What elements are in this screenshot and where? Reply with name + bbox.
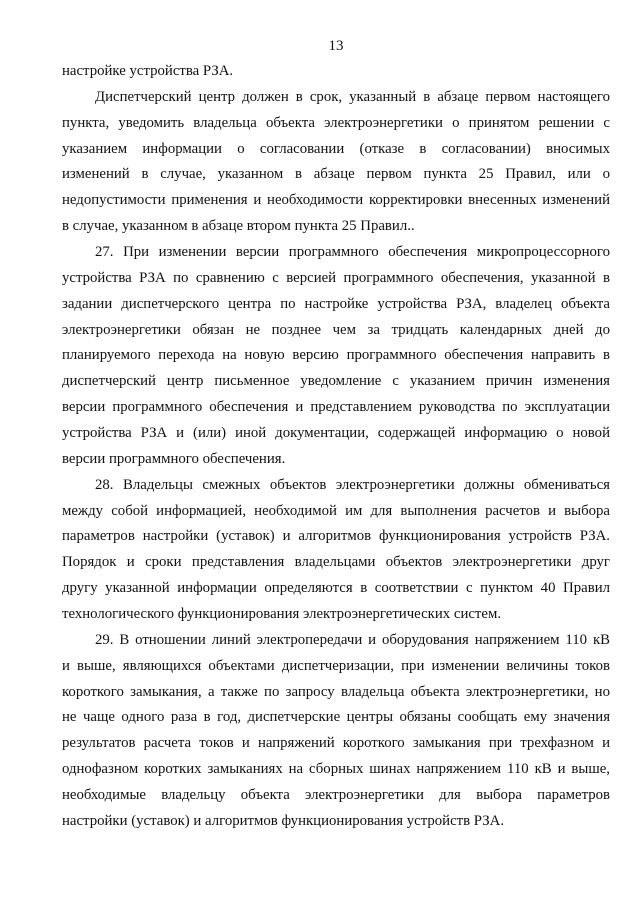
text-line: 29. В отношении линий электропередачи и оборудования напряжением 110 кВ bbox=[95, 631, 610, 648]
text-line: недопустимости применения и необходимости корректировки внесенных изменений bbox=[62, 192, 610, 209]
text-line: параметров настройки (уставок) и алгоритмов функционирования устройств РЗА. bbox=[62, 528, 610, 545]
text-line: не чаще одного раза в год, диспетчерские центры обязаны сообщать ему значения bbox=[62, 709, 610, 726]
text-line: 28. Владельцы смежных объектов электроэнергетики должны обмениваться bbox=[95, 476, 610, 493]
text-line: изменений в случае, указанном в абзаце первом пункта 25 Правил, или о bbox=[62, 166, 610, 183]
text-line: однофазном коротких замыканиях на сборных шинах напряжением 110 кВ и выше, bbox=[62, 761, 610, 778]
text-line: планируемого перехода на новую версию программного обеспечения направить в bbox=[62, 347, 610, 364]
paragraph-dispatch-center-notice bbox=[62, 85, 610, 240]
paragraph-29 bbox=[62, 628, 610, 835]
text-line: версии программного обеспечения и представлением руководства по эксплуатации bbox=[62, 399, 610, 416]
text-line: настройки (уставок) и алгоритмов функционирования устройств РЗА. bbox=[62, 812, 505, 829]
text-line: электроэнергетики обязан не позднее чем за тридцать календарных дней до bbox=[62, 321, 610, 338]
paragraph-27 bbox=[62, 240, 610, 473]
text-line: Диспетчерский центр должен в срок, указанный в абзаце первом настоящего bbox=[95, 88, 610, 105]
text-line: результатов расчета токов и напряжений короткого замыкания при трехфазном и bbox=[62, 735, 610, 752]
text-line: задании диспетчерского центра по настройке устройства РЗА, владелец объекта bbox=[62, 295, 610, 312]
text-line: короткого замыкания, а также по запросу владельца объекта электроэнергетики, но bbox=[62, 683, 610, 700]
text-line: Порядок и сроки представления владельцами объектов электроэнергетики друг bbox=[62, 554, 610, 571]
text-line: версии программного обеспечения. bbox=[62, 450, 286, 467]
text-line: 27. При изменении версии программного обеспечения микропроцессорного bbox=[95, 244, 610, 261]
text-line: устройства РЗА по сравнению с версией программного обеспечения, указанной в bbox=[62, 269, 610, 286]
page-number: 13 bbox=[328, 38, 344, 54]
text-line: в случае, указанном в абзаце втором пункта 25 Правил.. bbox=[62, 218, 415, 235]
paragraph-continuation bbox=[62, 59, 610, 85]
paragraph-28 bbox=[62, 473, 610, 628]
text-line: пункта, уведомить владельца объекта электроэнергетики о принятом решении с bbox=[62, 114, 610, 131]
text-line: устройства РЗА и (или) иной документации, содержащей информацию о новой bbox=[62, 425, 610, 442]
text-line: другу указанной информации определяются в соответствии с пунктом 40 Правил bbox=[62, 580, 610, 597]
text-line: необходимые владельцу объекта электроэнергетики для выбора параметров bbox=[62, 787, 610, 804]
text-line: настройке устройства РЗА. bbox=[62, 63, 234, 79]
document-body bbox=[62, 59, 610, 835]
text-line: технологического функционирования электроэнергетических систем. bbox=[62, 606, 502, 623]
text-line: и выше, являющихся объектами диспетчеризации, при изменении величины токов bbox=[62, 657, 610, 674]
text-line: между собой информацией, необходимой им для выполнения расчетов и выбора bbox=[62, 502, 610, 519]
text-line: указанием информации о согласовании (отказе в согласовании) вносимых bbox=[62, 140, 610, 157]
text-line: диспетчерский центр письменное уведомление с указанием причин изменения bbox=[62, 373, 610, 390]
